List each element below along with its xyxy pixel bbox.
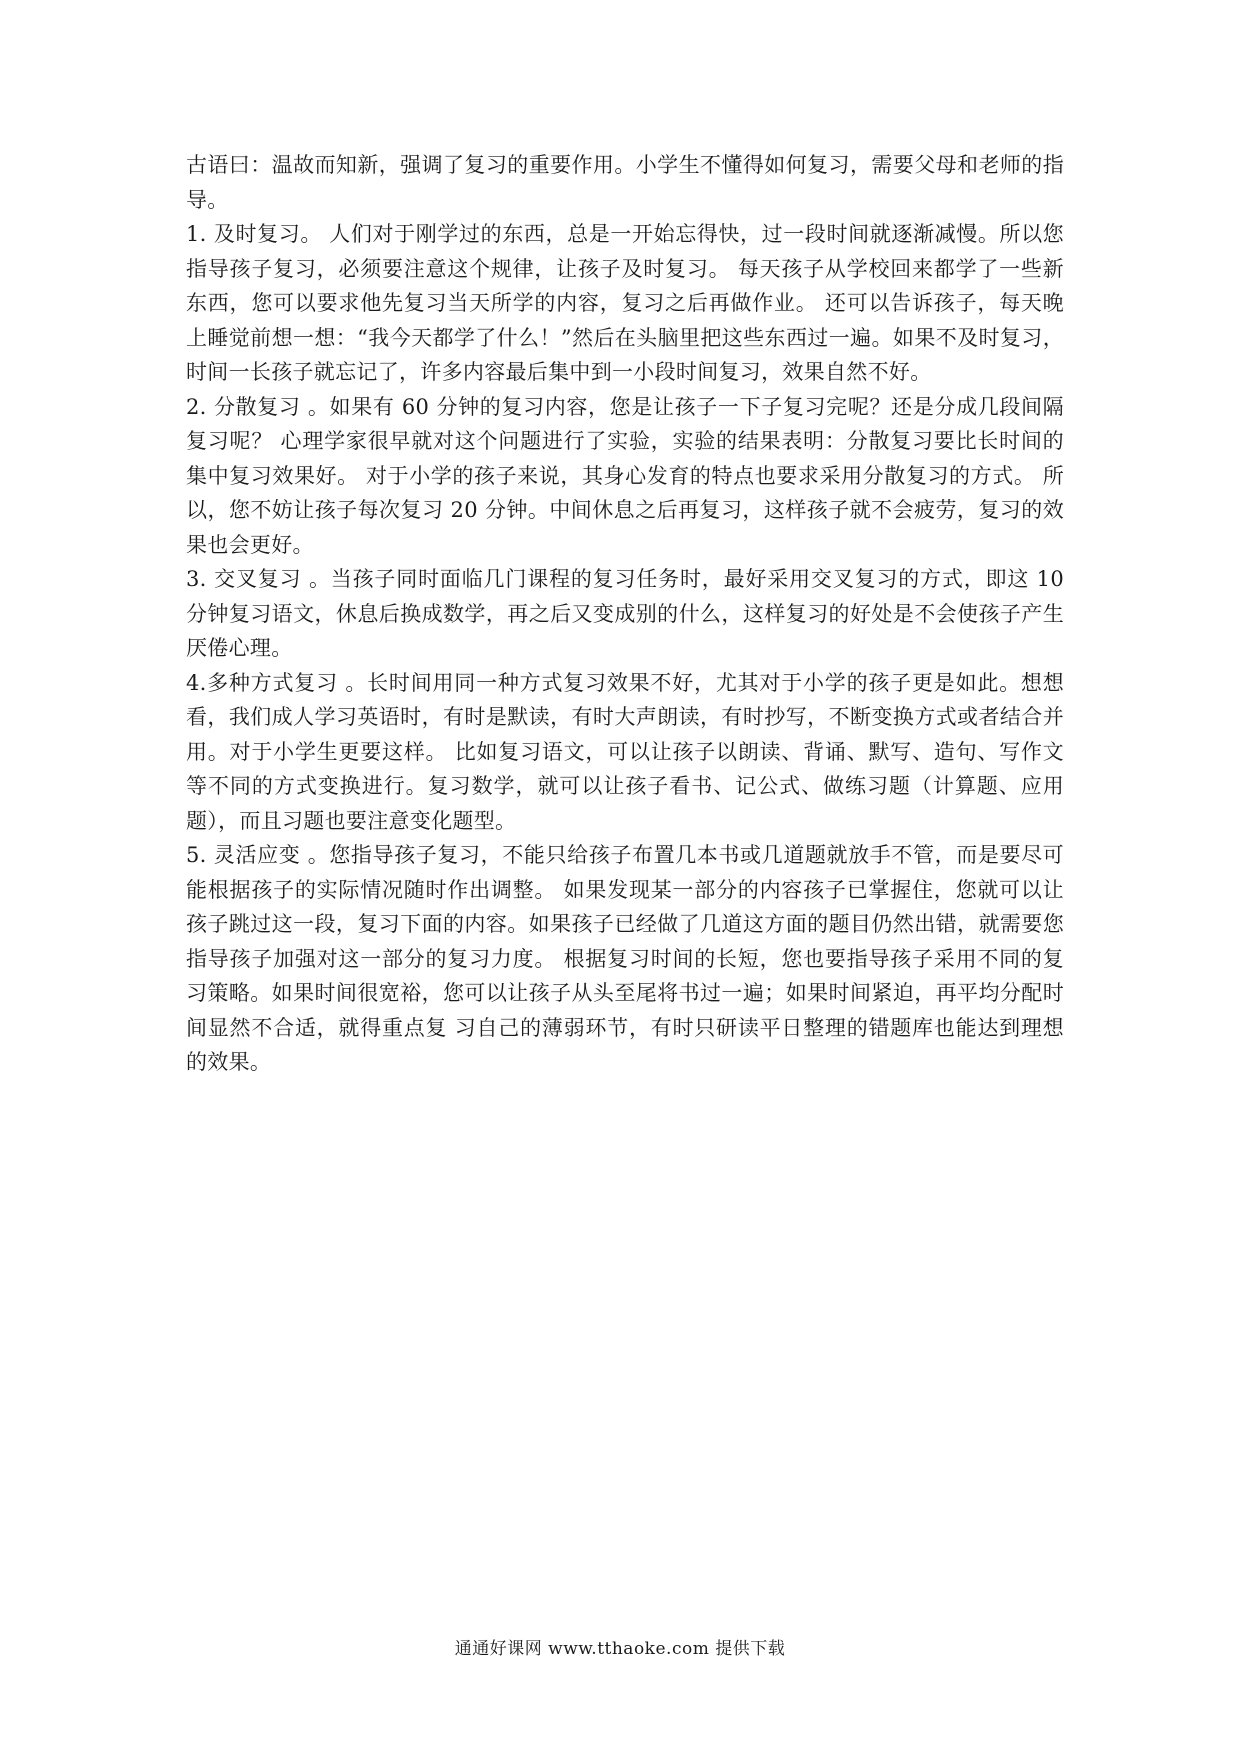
intro-paragraph: 古语曰：温故而知新，强调了复习的重要作用。小学生不懂得如何复习，需要父母和老师的指导。 — [186, 153, 1064, 212]
paragraph-flexible-adjustment: 5. 灵活应变 。您指导孩子复习，不能只给孩子布置几本书或几道题就放手不管，而是要尽可能根据孩子的实际情况随时作出调整。 如果发现某一部分的内容孩子已掌握住，您就可以让孩子跳过这一段，复习下面的内容。如果孩子已经做了几道这方面的题目仍然出错，就需要您指导孩子加强对这一部分的复习力度。 根据复习时间的长短，您也要指导孩子采用不同的复习策略。如果时间很宽裕，您可以让孩子从头至尾将书过一遍；如果时间紧迫，再平均分配时间显然不合适，就得重点复 习自己的薄弱环节，有时只研读平日整理的错题库也能达到理想的效果。 — [186, 843, 1064, 1074]
document-body — [186, 148, 1064, 1080]
paragraph-distributed-review: 2. 分散复习 。如果有 60 分钟的复习内容，您是让孩子一下子复习完呢？还是分成几段间隔复习呢？ 心理学家很早就对这个问题进行了实验，实验的结果表明：分散复习要比长时间的集中复习效果好。 对于小学的孩子来说，其身心发育的特点也要求采用分散复习的方式。 所以，您不妨让孩子每次复习 20 分钟。中间休息之后再复习，这样孩子就不会疲劳，复习的效果也会更好。 — [186, 394, 1064, 557]
page-footer: 通通好课网 www.tthaoke.com 提供下载 — [454, 1639, 786, 1659]
paragraph-interleaved-review: 3. 交叉复习 。当孩子同时面临几门课程的复习任务时，最好采用交叉复习的方式，即这 10 分钟复习语文，休息后换成数学，再之后又变成别的什么，这样复习的好处是不会使孩子产生厌倦心理。 — [186, 567, 1064, 660]
paragraph-varied-methods: 4.多种方式复习 。长时间用同一种方式复习效果不好，尤其对于小学的孩子更是如此。想想看，我们成人学习英语时，有时是默读，有时大声朗读，有时抄写，不断变换方式或者结合并用。对于小学生更要这样。 比如复习语文，可以让孩子以朗读、背诵、默写、造句、写作文等不同的方式变换进行。复习数学，就可以让孩子看书、记公式、做练习题（计算题、应用题），而且习题也要注意变化题型。 — [186, 670, 1064, 833]
paragraph-timely-review: 1. 及时复习。 人们对于刚学过的东西，总是一开始忘得快，过一段时间就逐渐减慢。所以您指导孩子复习，必须要注意这个规律，让孩子及时复习。 每天孩子从学校回来都学了一些新东西，您可以要求他先复习当天所学的内容，复习之后再做作业。 还可以告诉孩子，每天晚上睡觉前想一想：“我今天都学了什么！”然后在头脑里把这些东西过一遍。如果不及时复习，时间一长孩子就忘记了，许多内容最后集中到一小段时间复习，效果自然不好。 — [186, 222, 1064, 384]
